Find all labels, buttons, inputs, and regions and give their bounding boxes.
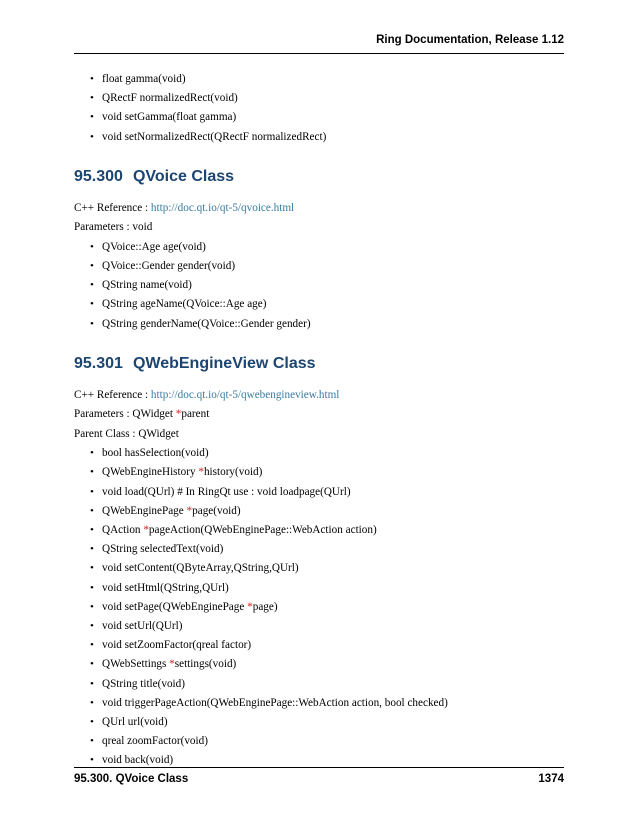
pointer-asterisk: * [198, 466, 204, 479]
list-item [90, 561, 564, 575]
method-text: page) [252, 600, 278, 613]
list-item [90, 542, 564, 556]
method-text: void setZoomFactor(qreal factor) [102, 639, 252, 652]
section-heading-qvoice [74, 167, 564, 186]
section-title: QVoice Class [132, 167, 235, 185]
method-text: void setHtml(QString,QUrl) [102, 581, 229, 594]
list-item [90, 657, 564, 671]
list-item [90, 523, 564, 537]
list-item [90, 715, 564, 729]
pointer-asterisk: * [169, 658, 175, 671]
method-text: qreal zoomFactor(void) [102, 735, 208, 748]
list-item: • QVoice::Gender gender(void) [90, 259, 564, 273]
method-text: history(void) [203, 466, 263, 479]
pointer-asterisk: * [247, 600, 253, 613]
section-heading-qwebengineview [74, 354, 564, 373]
method-text: QAction [102, 524, 144, 537]
method-text: QWebEnginePage [102, 504, 187, 517]
method-text: QUrl url(void) [102, 715, 168, 728]
method-text: QString title(void) [102, 677, 185, 690]
section-number: 95.301 [74, 354, 123, 372]
method-text: void triggerPageAction(QWebEnginePage::WebAction action, bool checked) [102, 696, 448, 709]
page-body [74, 72, 564, 772]
footer-section-title: 95.300. QVoice Class [74, 773, 189, 785]
list-item [90, 446, 564, 460]
top-method-list [74, 72, 564, 144]
parameters-line [74, 407, 564, 421]
method-text: void load(QUrl) # In RingQt use : void loadpage(QUrl) [102, 485, 351, 498]
method-text: void setUrl(QUrl) [102, 619, 183, 632]
list-item [90, 581, 564, 595]
qwebengineview-method-list [74, 446, 564, 767]
method-text: bool hasSelection(void) [102, 447, 209, 460]
list-item [90, 753, 564, 767]
list-item [90, 734, 564, 748]
footer-rule [74, 767, 564, 768]
list-item: • QRectF normalizedRect(void) [90, 91, 564, 105]
list-item [90, 485, 564, 499]
list-item: • void setNormalizedRect(QRectF normalizedRect) [90, 130, 564, 144]
list-item [90, 696, 564, 710]
pointer-asterisk: * [186, 504, 193, 517]
cpp-reference [74, 388, 564, 402]
section-title: QWebEngineView Class [132, 354, 316, 372]
list-item: • QVoice::Age age(void) [90, 240, 564, 254]
list-item [90, 677, 564, 691]
method-text: void back(void) [102, 754, 174, 767]
params-text: Parameters : QWidget [74, 408, 176, 421]
reference-link[interactable]: http://doc.qt.io/qt-5/qwebengineview.html [150, 388, 340, 401]
params-text: parent [181, 408, 210, 421]
qvoice-method-list [74, 240, 564, 331]
method-text: void setPage(QWebEnginePage [102, 600, 248, 613]
page-number: 1374 [538, 773, 564, 785]
section-number: 95.300 [74, 167, 123, 185]
method-text: QString selectedText(void) [102, 543, 224, 556]
list-item [90, 619, 564, 633]
pointer-asterisk: * [175, 408, 182, 421]
list-item [90, 504, 564, 518]
list-item: • void setGamma(float gamma) [90, 110, 564, 124]
method-text: pageAction(QWebEnginePage::WebAction action) [148, 524, 377, 537]
list-item: • QString ageName(QVoice::Age age) [90, 297, 564, 311]
list-item [90, 638, 564, 652]
parent-class-line: Parent Class : QWidget [74, 427, 179, 440]
list-item: • float gamma(void) [90, 72, 564, 86]
list-item: • QString name(void) [90, 278, 564, 292]
running-header: Ring Documentation, Release 1.12 [376, 34, 564, 46]
list-item [90, 600, 564, 614]
reference-label: C++ Reference : [74, 388, 151, 401]
parameters-line: Parameters : void [74, 221, 153, 234]
reference-label: C++ Reference : [74, 201, 151, 214]
method-text: void setContent(QByteArray,QString,QUrl) [102, 562, 299, 575]
method-text: page(void) [192, 504, 241, 517]
reference-link[interactable]: http://doc.qt.io/qt-5/qvoice.html [150, 201, 295, 214]
header-rule [74, 53, 564, 54]
pointer-asterisk: * [143, 524, 149, 537]
list-item [90, 465, 564, 479]
cpp-reference [74, 201, 564, 215]
method-text: QWebEngineHistory [102, 466, 199, 479]
list-item: • QString genderName(QVoice::Gender gender) [90, 317, 564, 331]
method-text: settings(void) [174, 658, 237, 671]
method-text: QWebSettings [102, 658, 170, 671]
